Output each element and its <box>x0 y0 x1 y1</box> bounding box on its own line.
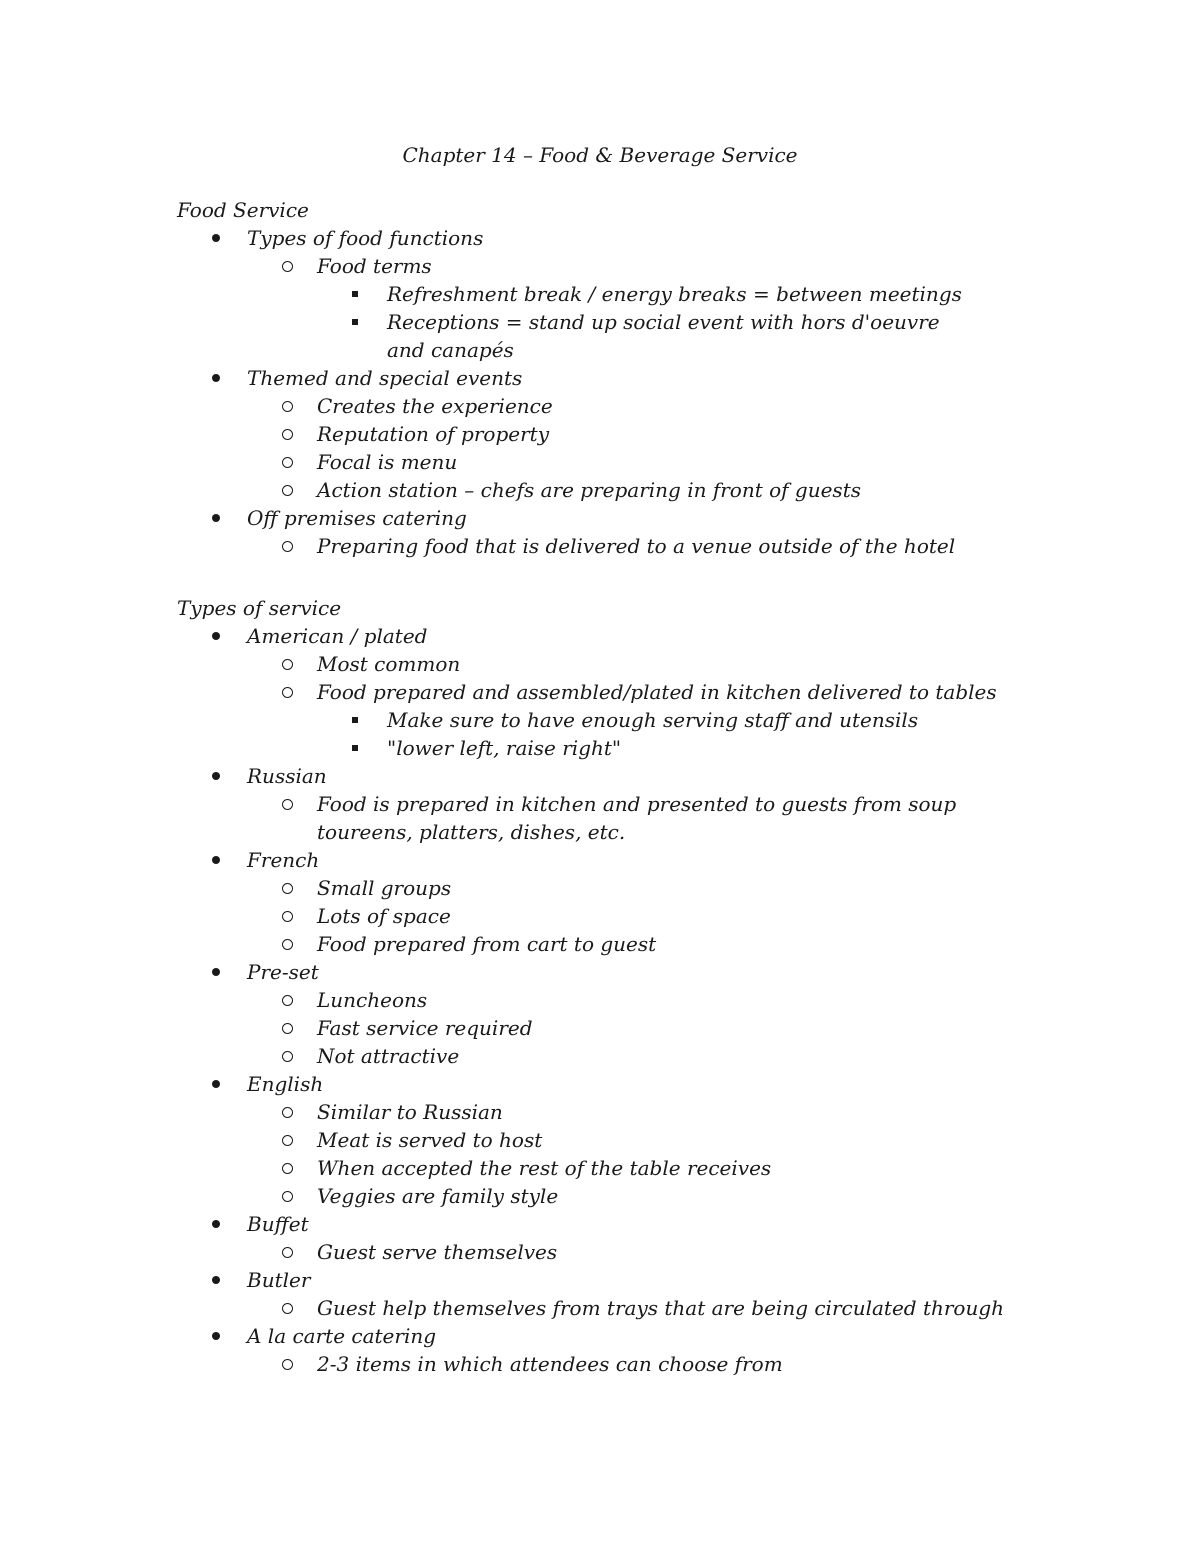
list-item-text: Action station – chefs are preparing in front of guests <box>317 478 861 502</box>
list-item <box>177 622 1057 762</box>
list-item-text: 2-3 items in which attendees can choose from <box>317 1352 783 1376</box>
sub-list <box>247 1350 1057 1378</box>
list-item <box>247 476 1057 504</box>
bullet-ring-icon <box>282 1014 293 1042</box>
list-item <box>247 650 1057 678</box>
bullet-square-icon <box>352 280 358 308</box>
list-item-text: Food terms <box>317 254 432 278</box>
sub-list <box>247 986 1057 1070</box>
bullet-ring-icon <box>282 678 293 706</box>
list-item <box>247 532 1057 560</box>
list-item <box>177 762 1057 846</box>
page-title: Chapter 14 – Food & Beverage Service <box>402 143 798 167</box>
sub-list <box>247 874 1057 958</box>
list-item-text: Guest serve themselves <box>317 1240 558 1264</box>
list-item <box>247 874 1057 902</box>
list-item <box>247 678 1057 762</box>
list-item <box>247 1098 1057 1126</box>
bullet-dot-icon <box>212 1322 220 1350</box>
bullet-square-icon <box>352 734 358 762</box>
list-item-text: Reputation of property <box>317 422 549 446</box>
bullet-dot-icon <box>212 1210 220 1238</box>
section-heading: Types of service <box>177 596 342 620</box>
sub-list <box>247 532 1057 560</box>
bullet-dot-icon <box>212 958 220 986</box>
list-item <box>177 1266 1057 1322</box>
list-item <box>247 1154 1057 1182</box>
list-item-text: English <box>247 1072 324 1096</box>
list-item-text: Creates the experience <box>317 394 553 418</box>
bullet-ring-icon <box>282 476 293 504</box>
bullet-ring-icon <box>282 930 293 958</box>
list-item-text: Fast service required <box>317 1016 533 1040</box>
bullet-ring-icon <box>282 986 293 1014</box>
bullet-dot-icon <box>212 364 220 392</box>
bullet-ring-icon <box>282 1182 293 1210</box>
list-item-text: Off premises catering <box>247 506 467 530</box>
list-item-text: Russian <box>247 764 327 788</box>
list-item-text: Not attractive <box>317 1044 460 1068</box>
list-item <box>247 902 1057 930</box>
bullet-ring-icon <box>282 1042 293 1070</box>
sub-sub-list <box>317 706 1057 762</box>
list-item <box>247 1014 1057 1042</box>
bullet-ring-icon <box>282 1294 293 1322</box>
bullet-dot-icon <box>212 224 220 252</box>
bullet-ring-icon <box>282 1350 293 1378</box>
list-item <box>317 706 1057 734</box>
bullet-ring-icon <box>282 650 293 678</box>
list-item <box>177 364 1057 504</box>
list-item <box>317 308 1057 364</box>
list-item-text: "lower left, raise right" <box>387 736 622 760</box>
sub-list <box>247 252 1057 364</box>
bullet-ring-icon <box>282 1098 293 1126</box>
list-item <box>247 392 1057 420</box>
list-item <box>177 504 1057 560</box>
list-item-text: French <box>247 848 320 872</box>
list-item-text: Similar to Russian <box>317 1100 503 1124</box>
bullet-dot-icon <box>212 504 220 532</box>
sub-list <box>247 1294 1057 1322</box>
list-item-text: Preparing food that is delivered to a venue outside of the hotel <box>317 534 956 558</box>
list-item-text: Food prepared and assembled/plated in kitchen delivered to tables <box>317 680 997 704</box>
bullet-dot-icon <box>212 1070 220 1098</box>
list-item-text: Butler <box>247 1268 311 1292</box>
list-item-text: Lots of space <box>317 904 451 928</box>
bullet-ring-icon <box>282 420 293 448</box>
bullet-list <box>177 224 1057 560</box>
section-types-of-service <box>177 594 1057 1378</box>
bullet-list <box>177 622 1057 1378</box>
bullet-dot-icon <box>212 1266 220 1294</box>
list-item <box>247 1238 1057 1266</box>
list-item <box>317 280 1057 308</box>
list-item <box>247 448 1057 476</box>
list-item-text: Most common <box>317 652 461 676</box>
list-item-text: Buffet <box>247 1212 309 1236</box>
sub-list <box>247 1098 1057 1210</box>
list-item-text: Types of food functions <box>247 226 484 250</box>
list-item <box>247 1042 1057 1070</box>
list-item <box>317 734 1057 762</box>
list-item-text: American / plated <box>247 624 428 648</box>
list-item-text: Themed and special events <box>247 366 523 390</box>
section-heading: Food Service <box>177 198 309 222</box>
bullet-dot-icon <box>212 846 220 874</box>
list-item <box>177 1070 1057 1210</box>
list-item-text: Veggies are family style <box>317 1184 559 1208</box>
list-item-text: When accepted the rest of the table receives <box>317 1156 772 1180</box>
list-item-text: Food prepared from cart to guest <box>317 932 657 956</box>
bullet-ring-icon <box>282 532 293 560</box>
bullet-ring-icon <box>282 448 293 476</box>
list-item <box>247 986 1057 1014</box>
bullet-ring-icon <box>282 790 293 818</box>
list-item-text: Food is prepared in kitchen and presented to guests from soup toureens, platters, dishes, etc. <box>317 792 957 844</box>
bullet-ring-icon <box>282 902 293 930</box>
list-item-text: Focal is menu <box>317 450 458 474</box>
bullet-ring-icon <box>282 1238 293 1266</box>
list-item <box>247 1294 1057 1322</box>
sub-sub-list <box>317 280 1057 364</box>
bullet-dot-icon <box>212 762 220 790</box>
sub-list <box>247 1238 1057 1266</box>
bullet-ring-icon <box>282 874 293 902</box>
bullet-ring-icon <box>282 1126 293 1154</box>
bullet-square-icon <box>352 706 358 734</box>
sub-list <box>247 392 1057 504</box>
list-item-text: Luncheons <box>317 988 428 1012</box>
list-item <box>247 1182 1057 1210</box>
bullet-dot-icon <box>212 622 220 650</box>
list-item-text: A la carte catering <box>247 1324 437 1348</box>
list-item-text: Guest help themselves from trays that are being circulated through <box>317 1296 1005 1320</box>
list-item-text: Receptions = stand up social event with hors d'oeuvre and canapés <box>387 310 940 362</box>
list-item-text: Pre-set <box>247 960 319 984</box>
list-item <box>177 1210 1057 1266</box>
list-item-text: Meat is served to host <box>317 1128 543 1152</box>
section-food-service <box>177 196 1057 560</box>
list-item <box>247 930 1057 958</box>
list-item <box>247 252 1057 364</box>
list-item <box>177 1322 1057 1378</box>
bullet-square-icon <box>352 308 358 336</box>
sub-list <box>247 790 1057 846</box>
list-item-text: Make sure to have enough serving staff and utensils <box>387 708 919 732</box>
bullet-ring-icon <box>282 392 293 420</box>
list-item-text: Refreshment break / energy breaks = between meetings <box>387 282 962 306</box>
list-item <box>247 1350 1057 1378</box>
sub-list <box>247 650 1057 762</box>
list-item-text: Small groups <box>317 876 452 900</box>
bullet-ring-icon <box>282 1154 293 1182</box>
list-item <box>177 224 1057 364</box>
list-item <box>247 1126 1057 1154</box>
list-item <box>177 958 1057 1070</box>
bullet-ring-icon <box>282 252 293 280</box>
list-item <box>247 420 1057 448</box>
list-item <box>247 790 1057 846</box>
list-item <box>177 846 1057 958</box>
